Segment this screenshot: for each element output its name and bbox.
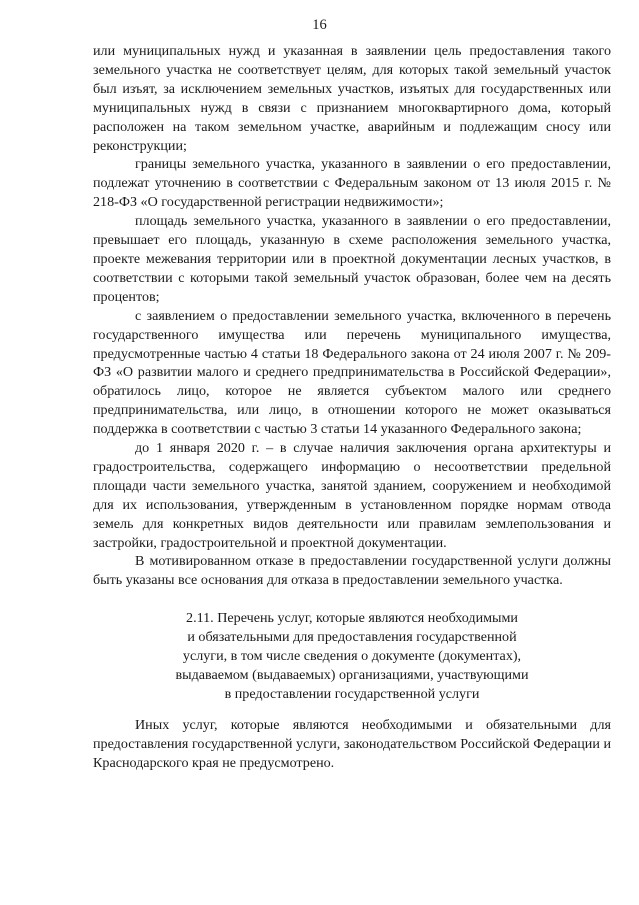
section-heading-line: в предоставлении государственной услуги bbox=[224, 685, 480, 702]
section-heading-2-11 bbox=[93, 609, 611, 704]
page-number: 16 bbox=[312, 17, 327, 33]
paragraph-boundaries-clarification: границы земельного участка, указанного в заявлении о его предоставлении, подлежат уточнению в соответствии с Федеральным законом от 13 июля 2015 г. № 218-ФЗ «О государственной регистрации недвижимости»; bbox=[93, 156, 611, 211]
section-heading-line: и обязательными для предоставления государственной bbox=[187, 628, 517, 645]
section-heading-line: 2.11. Перечень услуг, которые являются необходимыми bbox=[186, 610, 518, 626]
closing-text bbox=[93, 716, 611, 773]
paragraph-no-other-services: Иных услуг, которые являются необходимыми и обязательными для предоставления государственной услуги, законодательством Российской Федерации и Краснодарского края не предусмотрено. bbox=[93, 717, 611, 771]
paragraph-motivated-refusal: В мотивированном отказе в предоставлении государственной услуги должны быть указаны все основания для отказа в предоставлении земельного участка. bbox=[93, 553, 611, 589]
paragraph-area-exceeds: площадь земельного участка, указанного в заявлении о его предоставлении, превышает его площадь, указанную в схеме расположения земельного участка, проекте межевания территории или в проектной документации лесных участков, в соответствии с которыми такой земельный участок образован, более чем на десять процентов; bbox=[93, 213, 611, 305]
paragraph-continuation: или муниципальных нужд и указанная в заявлении цель предоставления такого земельного участка не соответствует целям, для которых такой земельный участок был изъят, за исключением земельных участков, изъятых для государственных или муниципальных нужд в связи с признанием многоквартирного дома, который расположен на таком земельном участке, аварийным и подлежащим сносу или реконструкции; bbox=[93, 43, 611, 154]
body-text bbox=[93, 42, 611, 590]
section-heading-line: услуги, в том числе сведения о документе (документах), bbox=[182, 647, 522, 664]
paragraph-small-business: с заявлением о предоставлении земельного участка, включенного в перечень государственного имущества или перечень муниципального имущества, предусмотренные частью 4 статьи 18 Федерального закона от 24 июля 2007 г. № 209-ФЗ «О развитии малого и среднего предпринимательства в Российской Федерации», обратилось лицо, которое не является субъектом малого или среднего предпринимательства, или лицо, в отношении которого не может оказываться поддержка в соответствии с частью 3 статьи 14 указанного Федерального закона; bbox=[93, 307, 611, 438]
paragraph-before-2020: до 1 января 2020 г. – в случае наличия заключения органа архитектуры и градостроительства, содержащего информацию о несоответствии предельной площади части земельного участка, занятой зданием, сооружением и необходимой для их использования, утвержденным в установленном порядке нормам отвода земель для конкретных видов деятельности или правилам землепользования и застройки, градостроительной и проектной документации. bbox=[93, 440, 611, 551]
section-heading-line: выдаваемом (выдаваемых) организациями, участвующими bbox=[175, 666, 529, 683]
